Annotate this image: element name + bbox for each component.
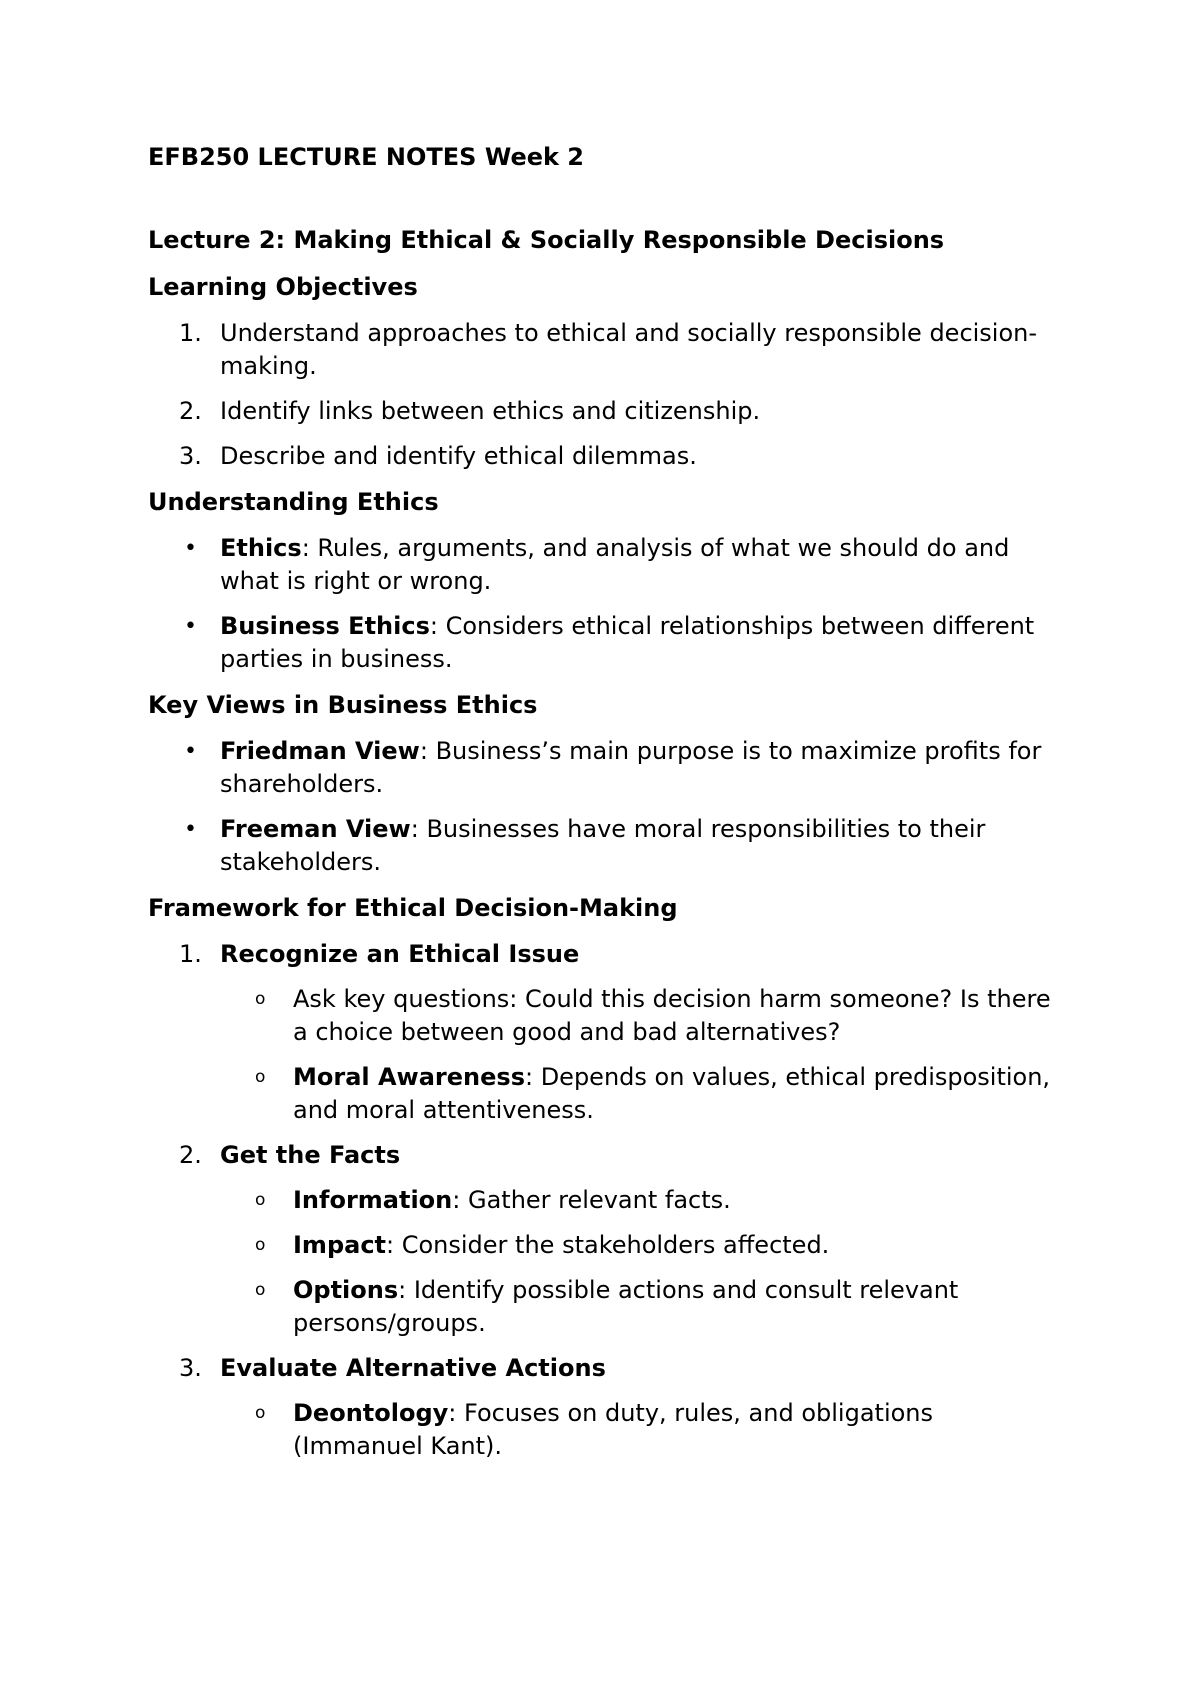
section-heading-understanding-ethics: Understanding Ethics xyxy=(148,488,439,516)
list-item xyxy=(148,317,1068,383)
circle-bullet-icon: o xyxy=(255,1403,266,1423)
list-item-text: Understand approaches to ethical and socially responsible decision-making. xyxy=(220,319,1038,380)
circle-bullet-icon: o xyxy=(255,989,266,1009)
sub-list-item xyxy=(148,1229,1068,1262)
term-definition: : Identify possible actions and consult relevant persons/groups. xyxy=(293,1276,959,1337)
term-definition: : Businesses have moral responsibilities to their stakeholders. xyxy=(220,815,986,876)
term-label: Ethics xyxy=(220,534,302,562)
list-item xyxy=(148,532,1068,598)
list-item-text: Identify links between ethics and citizenship. xyxy=(220,397,761,425)
list-number: 1. xyxy=(179,319,202,347)
term-definition: : Focuses on duty, rules, and obligations (Immanuel Kant). xyxy=(293,1399,934,1460)
term-label: Information xyxy=(293,1186,453,1214)
term-definition: : Gather relevant facts. xyxy=(452,1186,731,1214)
section-heading-key-views: Key Views in Business Ethics xyxy=(148,691,538,719)
list-number: 2. xyxy=(179,1141,202,1169)
term-definition: : Rules, arguments, and analysis of what we should do and what is right or wrong. xyxy=(220,534,1010,595)
sub-list-item xyxy=(148,1184,1068,1217)
list-item xyxy=(148,440,1068,473)
sub-list-item xyxy=(148,983,1068,1049)
list-item xyxy=(148,610,1068,676)
step-title: Evaluate Alternative Actions xyxy=(220,1354,606,1382)
list-number: 3. xyxy=(179,442,202,470)
term-definition: : Consider the stakeholders affected. xyxy=(386,1231,830,1259)
circle-bullet-icon: o xyxy=(255,1235,266,1255)
sub-list-item xyxy=(148,1274,1068,1340)
section-heading-framework: Framework for Ethical Decision-Making xyxy=(148,894,678,922)
circle-bullet-icon: o xyxy=(255,1190,266,1210)
term-definition: : Considers ethical relationships between different parties in business. xyxy=(220,612,1035,673)
term-label: Moral Awareness xyxy=(293,1063,525,1091)
list-number: 2. xyxy=(179,397,202,425)
step-title: Recognize an Ethical Issue xyxy=(220,940,580,968)
list-item xyxy=(148,395,1068,428)
list-item-text: Describe and identify ethical dilemmas. xyxy=(220,442,697,470)
term-label: Options xyxy=(293,1276,399,1304)
document-title: EFB250 LECTURE NOTES Week 2 xyxy=(148,143,585,171)
sub-item-text: Ask key questions: Could this decision harm someone? Is there a choice between good and bad alternatives? xyxy=(293,985,1051,1046)
step-title: Get the Facts xyxy=(220,1141,401,1169)
term-label: Deontology xyxy=(293,1399,449,1427)
framework-step xyxy=(148,1139,1068,1172)
term-label: Impact xyxy=(293,1231,387,1259)
bullet-icon: • xyxy=(184,536,197,561)
list-number: 1. xyxy=(179,940,202,968)
section-heading-learning-objectives: Learning Objectives xyxy=(148,273,418,301)
list-item xyxy=(148,735,1068,801)
document-body xyxy=(148,223,1068,1475)
list-number: 3. xyxy=(179,1354,202,1382)
bullet-icon: • xyxy=(184,614,197,639)
sub-list-item xyxy=(148,1061,1068,1127)
bullet-icon: • xyxy=(184,817,197,842)
framework-step xyxy=(148,1352,1068,1385)
bullet-icon: • xyxy=(184,739,197,764)
framework-step xyxy=(148,938,1068,971)
lecture-heading: Lecture 2: Making Ethical & Socially Responsible Decisions xyxy=(148,226,945,254)
sub-list-item xyxy=(148,1397,1068,1463)
circle-bullet-icon: o xyxy=(255,1067,266,1087)
term-definition: : Business’s main purpose is to maximize profits for shareholders. xyxy=(220,737,1042,798)
term-label: Friedman View xyxy=(220,737,420,765)
list-item xyxy=(148,813,1068,879)
circle-bullet-icon: o xyxy=(255,1280,266,1300)
term-label: Business Ethics xyxy=(220,612,430,640)
term-label: Freeman View xyxy=(220,815,411,843)
term-definition: : Depends on values, ethical predisposition, and moral attentiveness. xyxy=(293,1063,1051,1124)
